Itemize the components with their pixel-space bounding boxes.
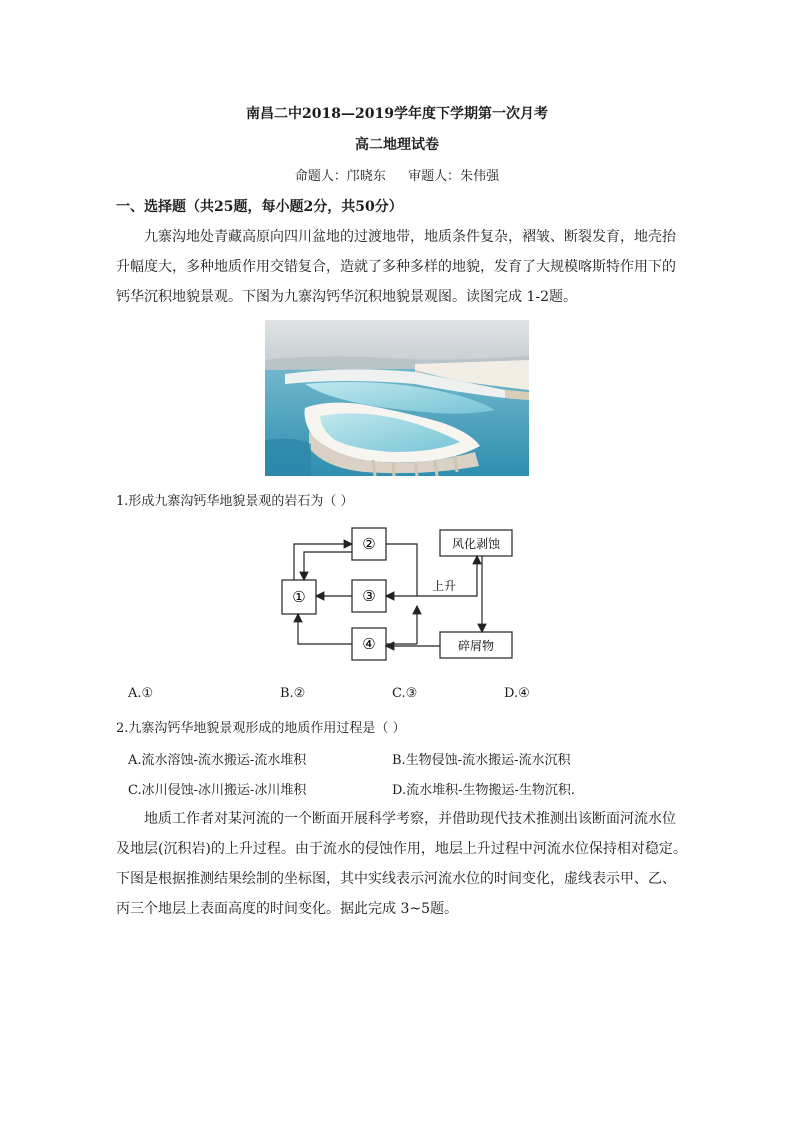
weathering-label: 风化剥蚀 <box>451 537 501 551</box>
q1-option-b: B.② <box>280 686 306 701</box>
section-heading: 一、选择题（共25题，每小题2分，共50分） <box>116 199 403 215</box>
exam-subtitle: 高二地理试卷 <box>355 137 439 153</box>
node-label-1: ① <box>292 588 306 606</box>
passage-1 <box>116 222 696 312</box>
q2-option-a: A.流水溶蚀-流水搬运-流水堆积 <box>128 753 307 768</box>
uplift-label: 上升 <box>432 579 457 593</box>
exam-title: 南昌二中2018—2019学年度下学期第一次月考 <box>246 106 548 122</box>
q2-option-c: C.冰川侵蚀-冰川搬运-冰川堆积 <box>128 783 307 798</box>
authors-line <box>0 165 794 184</box>
passage-2 <box>116 804 696 924</box>
passage-line: 地质工作者对某河流的一个断面开展科学考察，并借助现代技术推测出该断面河流水位 <box>144 811 676 827</box>
node-label-4: ④ <box>362 635 376 653</box>
passage-line: 丙三个地层上表面高度的时间变化。据此完成 3~5题。 <box>116 901 458 917</box>
node-label-2: ② <box>362 535 376 553</box>
author-name: 命题人：邝晓东 <box>294 169 386 184</box>
node-label-3: ③ <box>362 587 376 605</box>
rock-cycle-diagram <box>272 518 532 668</box>
debris-label: 碎屑物 <box>457 639 495 653</box>
q2-option-d: D.流水堆积-生物搬运-生物沉积. <box>392 783 576 798</box>
question-2-stem: 2.九寨沟钙华地貌景观形成的地质作用过程是（ ） <box>116 721 406 736</box>
passage-line: 下图是根据推测结果绘制的坐标图，其中实线表示河流水位的时间变化，虚线表示甲、乙、 <box>116 871 676 887</box>
travertine-landscape-photo <box>265 320 529 476</box>
q2-option-b: B.生物侵蚀-流水搬运-流水沉积 <box>392 753 571 768</box>
q1-option-c: C.③ <box>392 686 418 701</box>
passage-line: 及地层(沉积岩)的上升过程。由于流水的侵蚀作用，地层上升过程中河流水位保持相对稳定。 <box>116 841 687 857</box>
q1-option-a: A.① <box>128 686 154 701</box>
question-1-stem: 1.形成九寨沟钙华地貌景观的岩石为（ ） <box>116 494 354 509</box>
q1-option-d: D.④ <box>504 686 530 701</box>
passage-line: 升幅度大，多种地质作用交错复合，造就了多种多样的地貌，发育了大规模喀斯特作用下的 <box>116 259 676 275</box>
passage-line: 钙华沉积地貌景观。下图为九寨沟钙华沉积地貌景观图。读图完成 1-2题。 <box>116 289 577 305</box>
reviewer-name: 审题人：朱伟强 <box>408 169 500 184</box>
passage-line: 九寨沟地处青藏高原向四川盆地的过渡地带，地质条件复杂，褶皱、断裂发育，地壳抬 <box>144 229 676 245</box>
